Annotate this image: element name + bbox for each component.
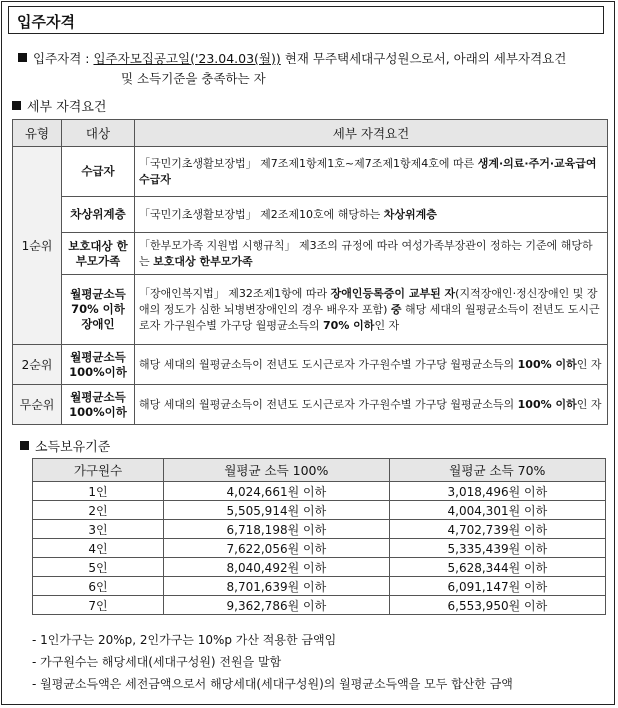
household-cell: 6인: [33, 577, 164, 596]
section-heading-text: 세부 자격요건: [27, 100, 107, 115]
square-bullet-icon: [12, 101, 21, 110]
section-heading-income: [20, 436, 110, 455]
header-household: 가구원수: [33, 459, 164, 482]
income-70-cell: 6,091,147원 이하: [389, 577, 605, 596]
square-bullet-icon: [18, 53, 27, 62]
income-70-cell: 5,628,344원 이하: [389, 558, 605, 577]
income-100-cell: 6,718,198원 이하: [164, 520, 390, 539]
rank-cell: 1순위: [13, 147, 62, 345]
income-70-cell: 4,702,739원 이하: [389, 520, 605, 539]
header-income-100: 월평균 소득 100%: [164, 459, 390, 482]
target-cell: 수급자: [62, 147, 135, 197]
section-heading-requirements: [12, 96, 106, 115]
rank-cell: 무순위: [13, 385, 62, 425]
table-row: [13, 197, 608, 233]
page-title: 입주자격: [17, 13, 75, 31]
section-heading-text: 소득보유기준: [35, 440, 111, 455]
intro-paragraph: [18, 49, 608, 89]
household-cell: 3인: [33, 520, 164, 539]
header-detail: 세부 자격요건: [135, 120, 608, 147]
income-70-cell: 4,004,301원 이하: [389, 501, 605, 520]
household-cell: 1인: [33, 482, 164, 501]
table-row: [13, 385, 608, 425]
table-row: [33, 482, 606, 501]
note-item: - 1인가구는 20%p, 2인가구는 10%p 가산 적용한 금액임: [32, 633, 337, 647]
household-cell: 4인: [33, 539, 164, 558]
income-100-cell: 8,040,492원 이하: [164, 558, 390, 577]
income-100-cell: 7,622,056원 이하: [164, 539, 390, 558]
table-row: [33, 596, 606, 615]
header-income-70: 월평균 소득 70%: [389, 459, 605, 482]
note-item: - 월평균소득액은 세전금액으로서 해당세대(세대구성원)의 월평균소득액을 모두 합산한 금액: [32, 677, 513, 691]
table-row: [13, 345, 608, 385]
detail-cell: 해당 세대의 월평균소득이 전년도 도시근로자 가구원수별 가구당 월평균소득의 100% 이하인 자: [135, 385, 608, 425]
table-row: [13, 233, 608, 275]
household-cell: 7인: [33, 596, 164, 615]
target-cell: 차상위계층: [62, 197, 135, 233]
table-row: [33, 520, 606, 539]
income-70-cell: 6,553,950원 이하: [389, 596, 605, 615]
square-bullet-icon: [20, 441, 29, 450]
income-100-cell: 9,362,786원 이하: [164, 596, 390, 615]
income-table: [32, 458, 606, 615]
income-100-cell: 5,505,914원 이하: [164, 501, 390, 520]
target-cell: 보호대상 한부모가족: [62, 233, 135, 275]
note-item: - 가구원수는 해당세대(세대구성원) 전원을 말함: [32, 655, 282, 669]
detail-cell: 「한부모가족 지원법 시행규칙」 제3조의 규정에 따라 여성가족부장관이 정하는 기준에 해당하는 보호대상 한부모가족: [135, 233, 608, 275]
title-box: [8, 6, 604, 34]
income-100-cell: 8,701,639원 이하: [164, 577, 390, 596]
detail-cell: 「국민기초생활보장법」 제7조제1항제1호~제7조제1항제4호에 따른 생계·의료·주거·교육급여 수급자: [135, 147, 608, 197]
table-row: [33, 558, 606, 577]
income-70-cell: 5,335,439원 이하: [389, 539, 605, 558]
notes-list: [32, 629, 513, 695]
household-cell: 5인: [33, 558, 164, 577]
detail-cell: 「장애인복지법」 제32조제1항에 따라 장애인등록증이 교부된 자(지적장애인·정신장애인 및 장애의 정도가 심한 뇌병변장애인의 경우 배우자 포함) 중 해당 세대의 월평균소득이 전년도 도시근로자 가구원수별 가구당 월평균소득의 70% 이하인 자: [135, 275, 608, 345]
table-header-row: [13, 120, 608, 147]
income-70-cell: 3,018,496원 이하: [389, 482, 605, 501]
header-type: 유형: [13, 120, 62, 147]
table-row: [13, 147, 608, 197]
income-100-cell: 4,024,661원 이하: [164, 482, 390, 501]
detail-cell: 「국민기초생활보장법」 제2조제10호에 해당하는 차상위계층: [135, 197, 608, 233]
requirements-table: [12, 119, 608, 425]
intro-label: 입주자격 :: [33, 51, 90, 66]
header-target: 대상: [62, 120, 135, 147]
rank-cell: 2순위: [13, 345, 62, 385]
intro-highlight: 입주자모집공고일('23.04.03(월)): [93, 51, 281, 66]
target-cell: 월평균소득 100%이하: [62, 385, 135, 425]
table-row: [33, 539, 606, 558]
detail-cell: 해당 세대의 월평균소득이 전년도 도시근로자 가구원수별 가구당 월평균소득의 100% 이하인 자: [135, 345, 608, 385]
intro-line1: 현재 무주택세대구성원으로서, 아래의 세부자격요건: [280, 51, 567, 66]
household-cell: 2인: [33, 501, 164, 520]
target-cell: 월평균소득 100%이하: [62, 345, 135, 385]
table-header-row: [33, 459, 606, 482]
target-cell: 월평균소득 70% 이하 장애인: [62, 275, 135, 345]
table-row: [33, 501, 606, 520]
intro-line2: 및 소득기준을 충족하는 자: [121, 71, 266, 86]
table-row: [13, 275, 608, 345]
table-row: [33, 577, 606, 596]
